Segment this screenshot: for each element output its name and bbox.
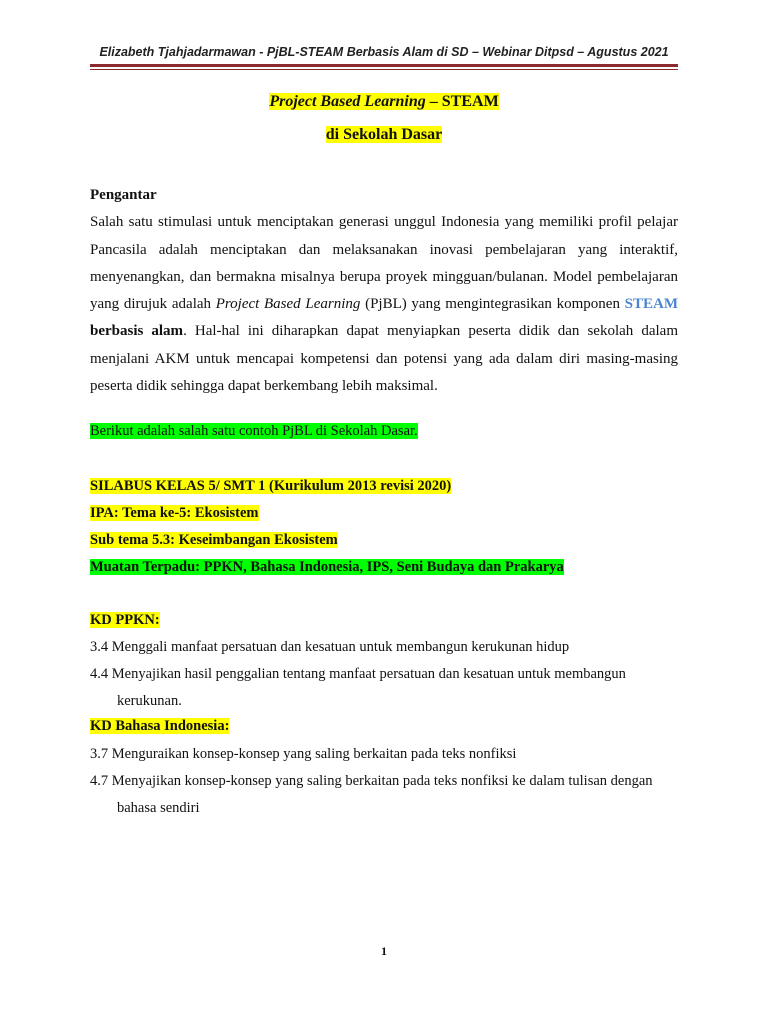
header-rule-thin	[90, 69, 678, 70]
title-highlight	[269, 93, 498, 110]
intro-heading: Pengantar	[90, 187, 157, 203]
document-title	[0, 93, 768, 111]
kd-ppkn-item: 3.4 Menggali manfaat persatuan dan kesatuan untuk membangun kerukunan hidup	[90, 639, 570, 655]
intro-bold-term: berbasis alam	[90, 323, 184, 340]
document-subtitle	[0, 126, 768, 144]
silabus-ipa-text: IPA: Tema ke-5: Ekosistem	[90, 505, 259, 521]
kd-bi-heading-text: KD Bahasa Indonesia:	[90, 718, 230, 734]
silabus-muatan	[90, 559, 564, 576]
silabus-muatan-text: Muatan Terpadu: PPKN, Bahasa Indonesia, IPS, Seni Budaya dan Prakarya	[90, 559, 564, 575]
silabus-subtema	[90, 532, 338, 549]
intro-italic-term: Project Based Learning	[215, 296, 361, 313]
silabus-kelas-text: SILABUS KELAS 5/ SMT 1 (Kurikulum 2013 revisi 2020)	[90, 478, 452, 494]
example-text: Berikut adalah salah satu contoh PjBL di Sekolah Dasar.	[90, 423, 418, 439]
intro-paragraph	[90, 182, 678, 400]
title-rest: – STEAM	[425, 93, 499, 110]
intro-line: menyenangkan, dan bermakna misalnya berupa proyek mingguan/bulanan. Model pembelajaran	[90, 268, 678, 285]
intro-text: (PjBL) yang mengintegrasikan komponen	[360, 296, 625, 313]
silabus-subtema-text: Sub tema 5.3: Keseimbangan Ekosistem	[90, 532, 338, 548]
kd-ppkn-heading-text: KD PPKN:	[90, 612, 160, 628]
kd-bi-item: 4.7 Menyajikan konsep-konsep yang saling berkaitan pada teks nonfiksi ke dalam tulisan dengan	[90, 773, 653, 789]
title-italic: Project Based Learning	[269, 93, 426, 110]
steam-term: STEAM	[624, 296, 678, 313]
example-note	[90, 423, 418, 440]
intro-line: Pancasila adalah menciptakan dan melaksanakan inovasi pembelajaran yang interaktif,	[90, 241, 678, 258]
intro-text: yang dirujuk adalah	[90, 296, 216, 313]
intro-line: Salah satu stimulasi untuk menciptakan generasi unggul Indonesia yang memiliki profil pelajar	[90, 214, 678, 231]
intro-line: menjalani AKM untuk mencapai kompetensi dan potensi yang ada dalam diri masing-masing	[90, 350, 678, 367]
kd-ppkn-item: 4.4 Menyajikan hasil penggalian tentang manfaat persatuan dan kesatuan untuk membangun	[90, 666, 626, 682]
header-rule-thick	[90, 64, 678, 67]
silabus-kelas	[90, 478, 451, 495]
intro-text: . Hal-hal ini diharapkan dapat menyiapkan peserta didik dan sekolah dalam	[183, 323, 678, 340]
silabus-ipa	[90, 505, 259, 522]
intro-line	[90, 291, 678, 318]
subtitle-text: di Sekolah Dasar	[325, 126, 443, 143]
intro-line	[90, 318, 678, 345]
kd-bi-item-cont: bahasa sendiri	[117, 800, 200, 816]
kd-ppkn-heading	[90, 612, 160, 629]
page-number: 1	[381, 944, 387, 958]
kd-bi-item: 3.7 Menguraikan konsep-konsep yang saling berkaitan pada teks nonfiksi	[90, 746, 517, 762]
intro-line: peserta didik sehingga dapat berkembang lebih maksimal.	[90, 378, 438, 395]
running-header: Elizabeth Tjahjadarmawan - PjBL-STEAM Berbasis Alam di SD – Webinar Ditpsd – Agustus 2021	[99, 45, 669, 59]
kd-bi-heading	[90, 718, 229, 735]
kd-ppkn-item-cont: kerukunan.	[117, 693, 182, 709]
